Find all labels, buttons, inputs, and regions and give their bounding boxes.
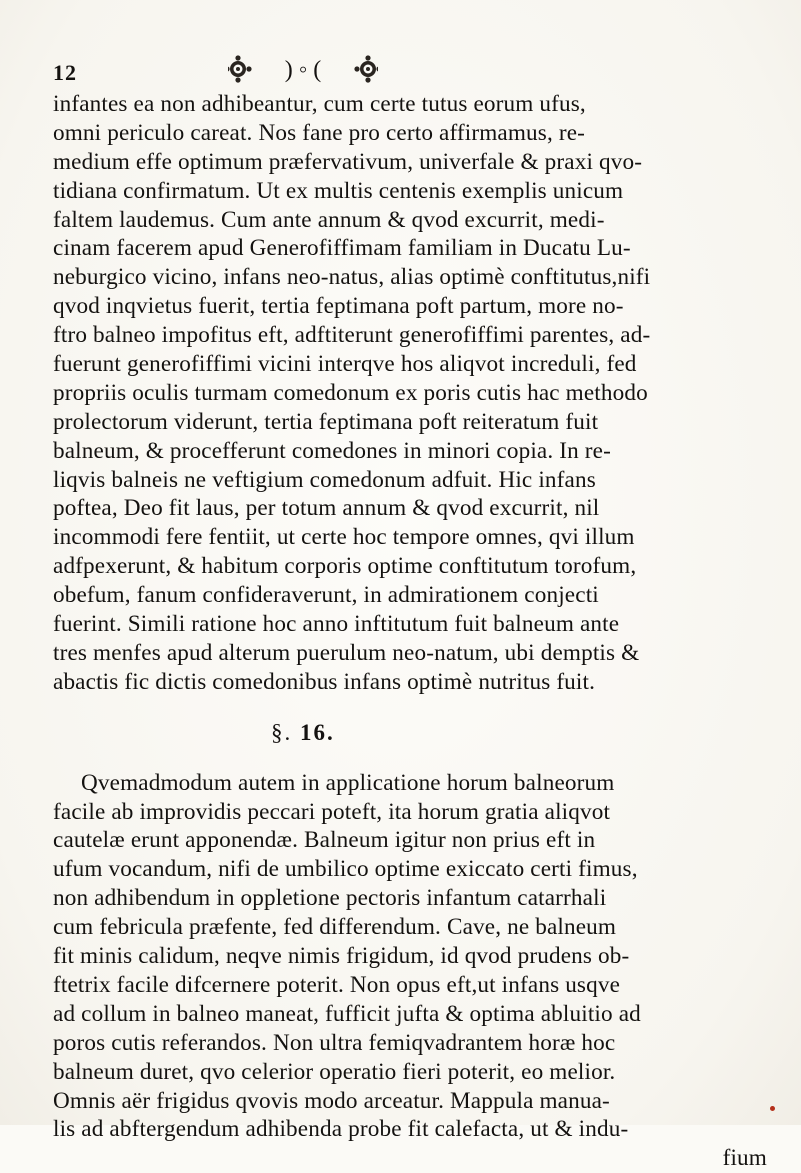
ink-speck: [770, 1106, 775, 1111]
text-line: ftro balneo impofitus eft, adftiterunt generofiffimi parentes, ad-: [53, 322, 651, 349]
text-line: ufum vocandum, nifi de umbilico optime exiccato certi fimus,: [53, 856, 638, 883]
text-line: lis ad abftergendum adhibenda probe fit calefacta, ut & indu-: [53, 1116, 629, 1143]
section-symbol: §.: [271, 719, 293, 745]
text-line: adfpexerunt, & habitum corporis optime conftitutum torofum,: [53, 553, 637, 580]
text-line: facile ab improvidis peccari poteft, ita horum gratia aliqvot: [53, 798, 611, 825]
text-line: balneum duret, qvo celerior operatio fieri poterit, eo melior.: [53, 1058, 616, 1085]
text-line: tidiana confirmatum. Ut ex multis centenis exemplis unicum: [53, 177, 624, 204]
fleuron-left-icon: [228, 55, 252, 82]
text-line: qvod inqvietus fuerit, tertia feptimana poft partum, more no-: [53, 293, 624, 320]
text-line: medium effe optimum præfervativum, univerfale & praxi qvo-: [53, 148, 643, 175]
text-line: obefum, fanum confideraverunt, in admirationem conjecti: [53, 582, 599, 609]
text-line: cinam facerem apud Generofiffimam familiam in Ducatu Lu-: [53, 235, 631, 262]
text-line: cautelæ erunt apponendæ. Balneum igitur non prius eft in: [53, 827, 596, 854]
text-line: propriis oculis turmam comedonum ex poris cutis hac methodo: [53, 379, 648, 406]
text-line: tres menfes apud alterum puerulum neo-natum, ubi demptis &: [53, 639, 640, 666]
text-line: infantes ea non adhibeantur, cum certe tutus eorum ufus,: [53, 91, 586, 117]
text-line: cum febricula præfente, fed differendum. Cave, ne balneum: [53, 914, 617, 941]
text-line: ftetrix facile difcernere poterit. Non opus eft,ut infans usqve: [53, 971, 621, 998]
text-line: liqvis balneis ne veftigium comedonum adfuit. Hic infans: [53, 466, 596, 493]
fleuron-right-icon: [354, 55, 378, 82]
running-head-ornament: [228, 52, 378, 86]
text-line: balneum, & procefferunt comedones in minori copia. In re-: [53, 437, 611, 464]
body-text: [53, 90, 775, 1173]
text-line: Omnis aër frigidus qvovis modo arceatur. Mappula manua-: [53, 1087, 610, 1114]
text-line: abactis fic dictis comedonibus infans optimè nutritus fuit.: [53, 668, 596, 695]
text-line: incommodi fere fentiit, ut certe hoc tempore omnes, qvi illum: [53, 524, 635, 551]
text-line: poros cutis referandos. Non ultra femiqvadrantem horæ hoc: [53, 1029, 616, 1056]
page-number: 12: [53, 60, 77, 85]
text-line: poftea, Deo fit laus, per totum annum & qvod excurrit, nil: [53, 495, 600, 522]
text-line: fuerint. Simili ratione hoc anno inftitutum fuit balneum ante: [53, 611, 620, 638]
paragraph-2: [53, 769, 775, 1145]
section-heading: [53, 697, 775, 769]
running-head-text: ) ◦ (: [284, 57, 322, 83]
text-line: fit minis calidum, neqve nimis frigidum, id qvod prudens ob-: [53, 943, 630, 970]
text-line: ad collum in balneo maneat, fufficit jufta & optima abluitio ad: [53, 1000, 641, 1027]
text-line: prolectorum viderunt, tertia feptimana poft reiteratum fuit: [53, 408, 599, 435]
text-line: non adhibendum in oppletione pectoris infantum catarrhali: [53, 885, 607, 912]
page-header: [53, 50, 793, 90]
text-line: omni periculo careat. Nos fane pro certo affirmamus, re-: [53, 119, 586, 146]
section-number: 16.: [300, 719, 335, 745]
text-line: neburgico vicino, infans neo-natus, alias optimè conftitutus,nifi: [53, 264, 651, 291]
text-line: faltem laudemus. Cum ante annum & qvod excurrit, medi-: [53, 206, 605, 233]
text-line: Qvemadmodum autem in applicatione horum balneorum: [81, 769, 615, 796]
catchword: fium: [722, 1145, 767, 1172]
paragraph-1: [53, 90, 775, 697]
text-line: fuerunt generofiffimi vicini interqve hos aliqvot increduli, fed: [53, 351, 637, 378]
